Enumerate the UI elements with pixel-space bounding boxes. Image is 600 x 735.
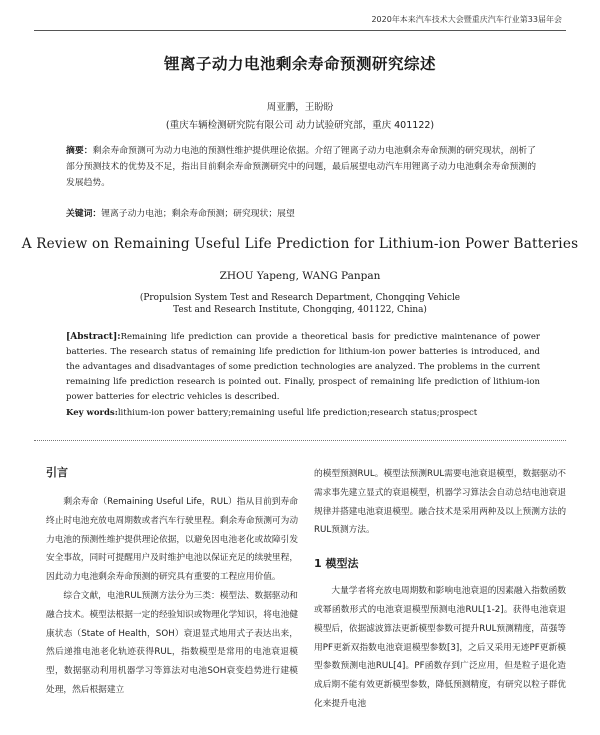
en-abstract-text: Remaining life prediction can provide a theoretical basis for predictive maintenance of power batteries. The research status of remaining life prediction for lithium-ion power batteries is introduced, and the advantages and disadvantages of some prediction technologies are analyzed. The problems in the current remaining life prediction research is pointed out. Finally, prospect of remaining life prediction of lithium-ion power batteries for electric vehicles is described. <box>66 332 541 402</box>
section-1-heading: 1 模型法 <box>314 557 359 571</box>
body-left-column <box>46 465 298 700</box>
en-affiliation-line1: (Propulsion System Test and Research Department, Chongqing Vehicle <box>139 293 461 303</box>
en-title: A Review on Remaining Useful Life Prediction for Lithium-ion Power Batteries <box>21 236 579 252</box>
right-paragraph-1: 的模型预测RUL。模型法预测RUL需要电池衰退模型，数据驱动不需求事先建立显式的衰退模型，机器学习算法会自动总结电池衰退规律并搭建电池衰退模型。融合技术是采用两种及以上预测方法的RUL预测方法。 <box>314 469 566 536</box>
zh-abstract-label: 摘要： <box>66 146 93 156</box>
en-keywords-label: Key words: <box>66 408 118 418</box>
body-right-column <box>314 465 566 714</box>
en-abstract-label: [Abstract]: <box>66 332 121 342</box>
zh-keywords-text: 锂离子动力电池；剩余寿命预测；研究现状；展望 <box>101 209 295 219</box>
en-affiliation-line2: Test and Research Institute, Chongqing, 401122, China) <box>173 304 427 315</box>
section-divider <box>34 440 566 441</box>
en-affiliation <box>0 293 600 316</box>
header-rule <box>34 30 566 31</box>
zh-keywords-label: 关键词： <box>66 209 102 219</box>
zh-abstract <box>66 143 536 191</box>
zh-affiliation: (重庆车辆检测研究院有限公司 动力试验研究部，重庆 401122) <box>165 120 435 131</box>
en-keywords <box>66 408 540 418</box>
intro-paragraph-1: 剩余寿命（Remaining Useful Life，RUL）指从目前到寿命终止时电池充放电周期数或者汽车行驶里程。剩余寿命预测可为动力电池的预测性维护提供理论依据，以避免因电池老化或故障引发安全事故，同时可提醒用户及时维护电池以保证充足的续驶里程，因此动力电池剩余寿命预测的研究具有重要的工程应用价值。 <box>46 497 298 583</box>
intro-heading: 引言 <box>46 466 68 479</box>
zh-abstract-text: 剩余寿命预测可为动力电池的预测性维护提供理论依据。介绍了锂离子动力电池剩余寿命预测的研究现状，剖析了部分预测技术的优势及不足，指出目前剩余寿命预测研究中的问题，最后展望电动汽车用锂离子动力电池剩余寿命预测的发展趋势。 <box>66 146 536 188</box>
zh-authors: 周亚鹏，王盼盼 <box>266 102 334 113</box>
section-1-paragraph-1: 大量学者将充放电周期数和影响电池衰退的因素融入指数函数或幂函数形式的电池衰退模型预测电池RUL[1-2]。获得电池衰退模型后，依据滤波算法更新模型参数可提升RUL预测精度，苗强等用PF更新双指数电池衰退模型参数[3]，之后又采用无迹PF更新模型参数预测电池RUL[4]。PF函数存到广泛应用，但是粒子退化造成后期不能有效更新模型参数，降低预测精度，有研究以粒子群优化来提升电池 <box>314 586 566 709</box>
en-abstract <box>66 330 540 405</box>
zh-keywords <box>66 206 536 219</box>
zh-title: 锂离子动力电池剩余寿命预测研究综述 <box>163 55 436 73</box>
intro-paragraph-2: 综合文献，电池RUL预测方法分为三类：模型法、数据驱动和融合技术。模型法根据一定的经验知识或物理化学知识，将电池健康状态（State of Health，SOH）衰退显式地用式子表达出来，然后递推电池老化轨迹获得RUL，指数模型是常用的电池衰退模型，数据驱动利用机器学习等算法对电池SOH衰变趋势进行建模处理，然后根据建立 <box>46 590 298 695</box>
en-keywords-text: lithium-ion power battery;remaining useful life prediction;research status;prospect <box>117 408 478 418</box>
running-header: 2020年本来汽车技术大会暨重庆汽车行业第33届年会 <box>371 15 562 24</box>
en-authors: ZHOU Yapeng, WANG Panpan <box>219 270 381 282</box>
